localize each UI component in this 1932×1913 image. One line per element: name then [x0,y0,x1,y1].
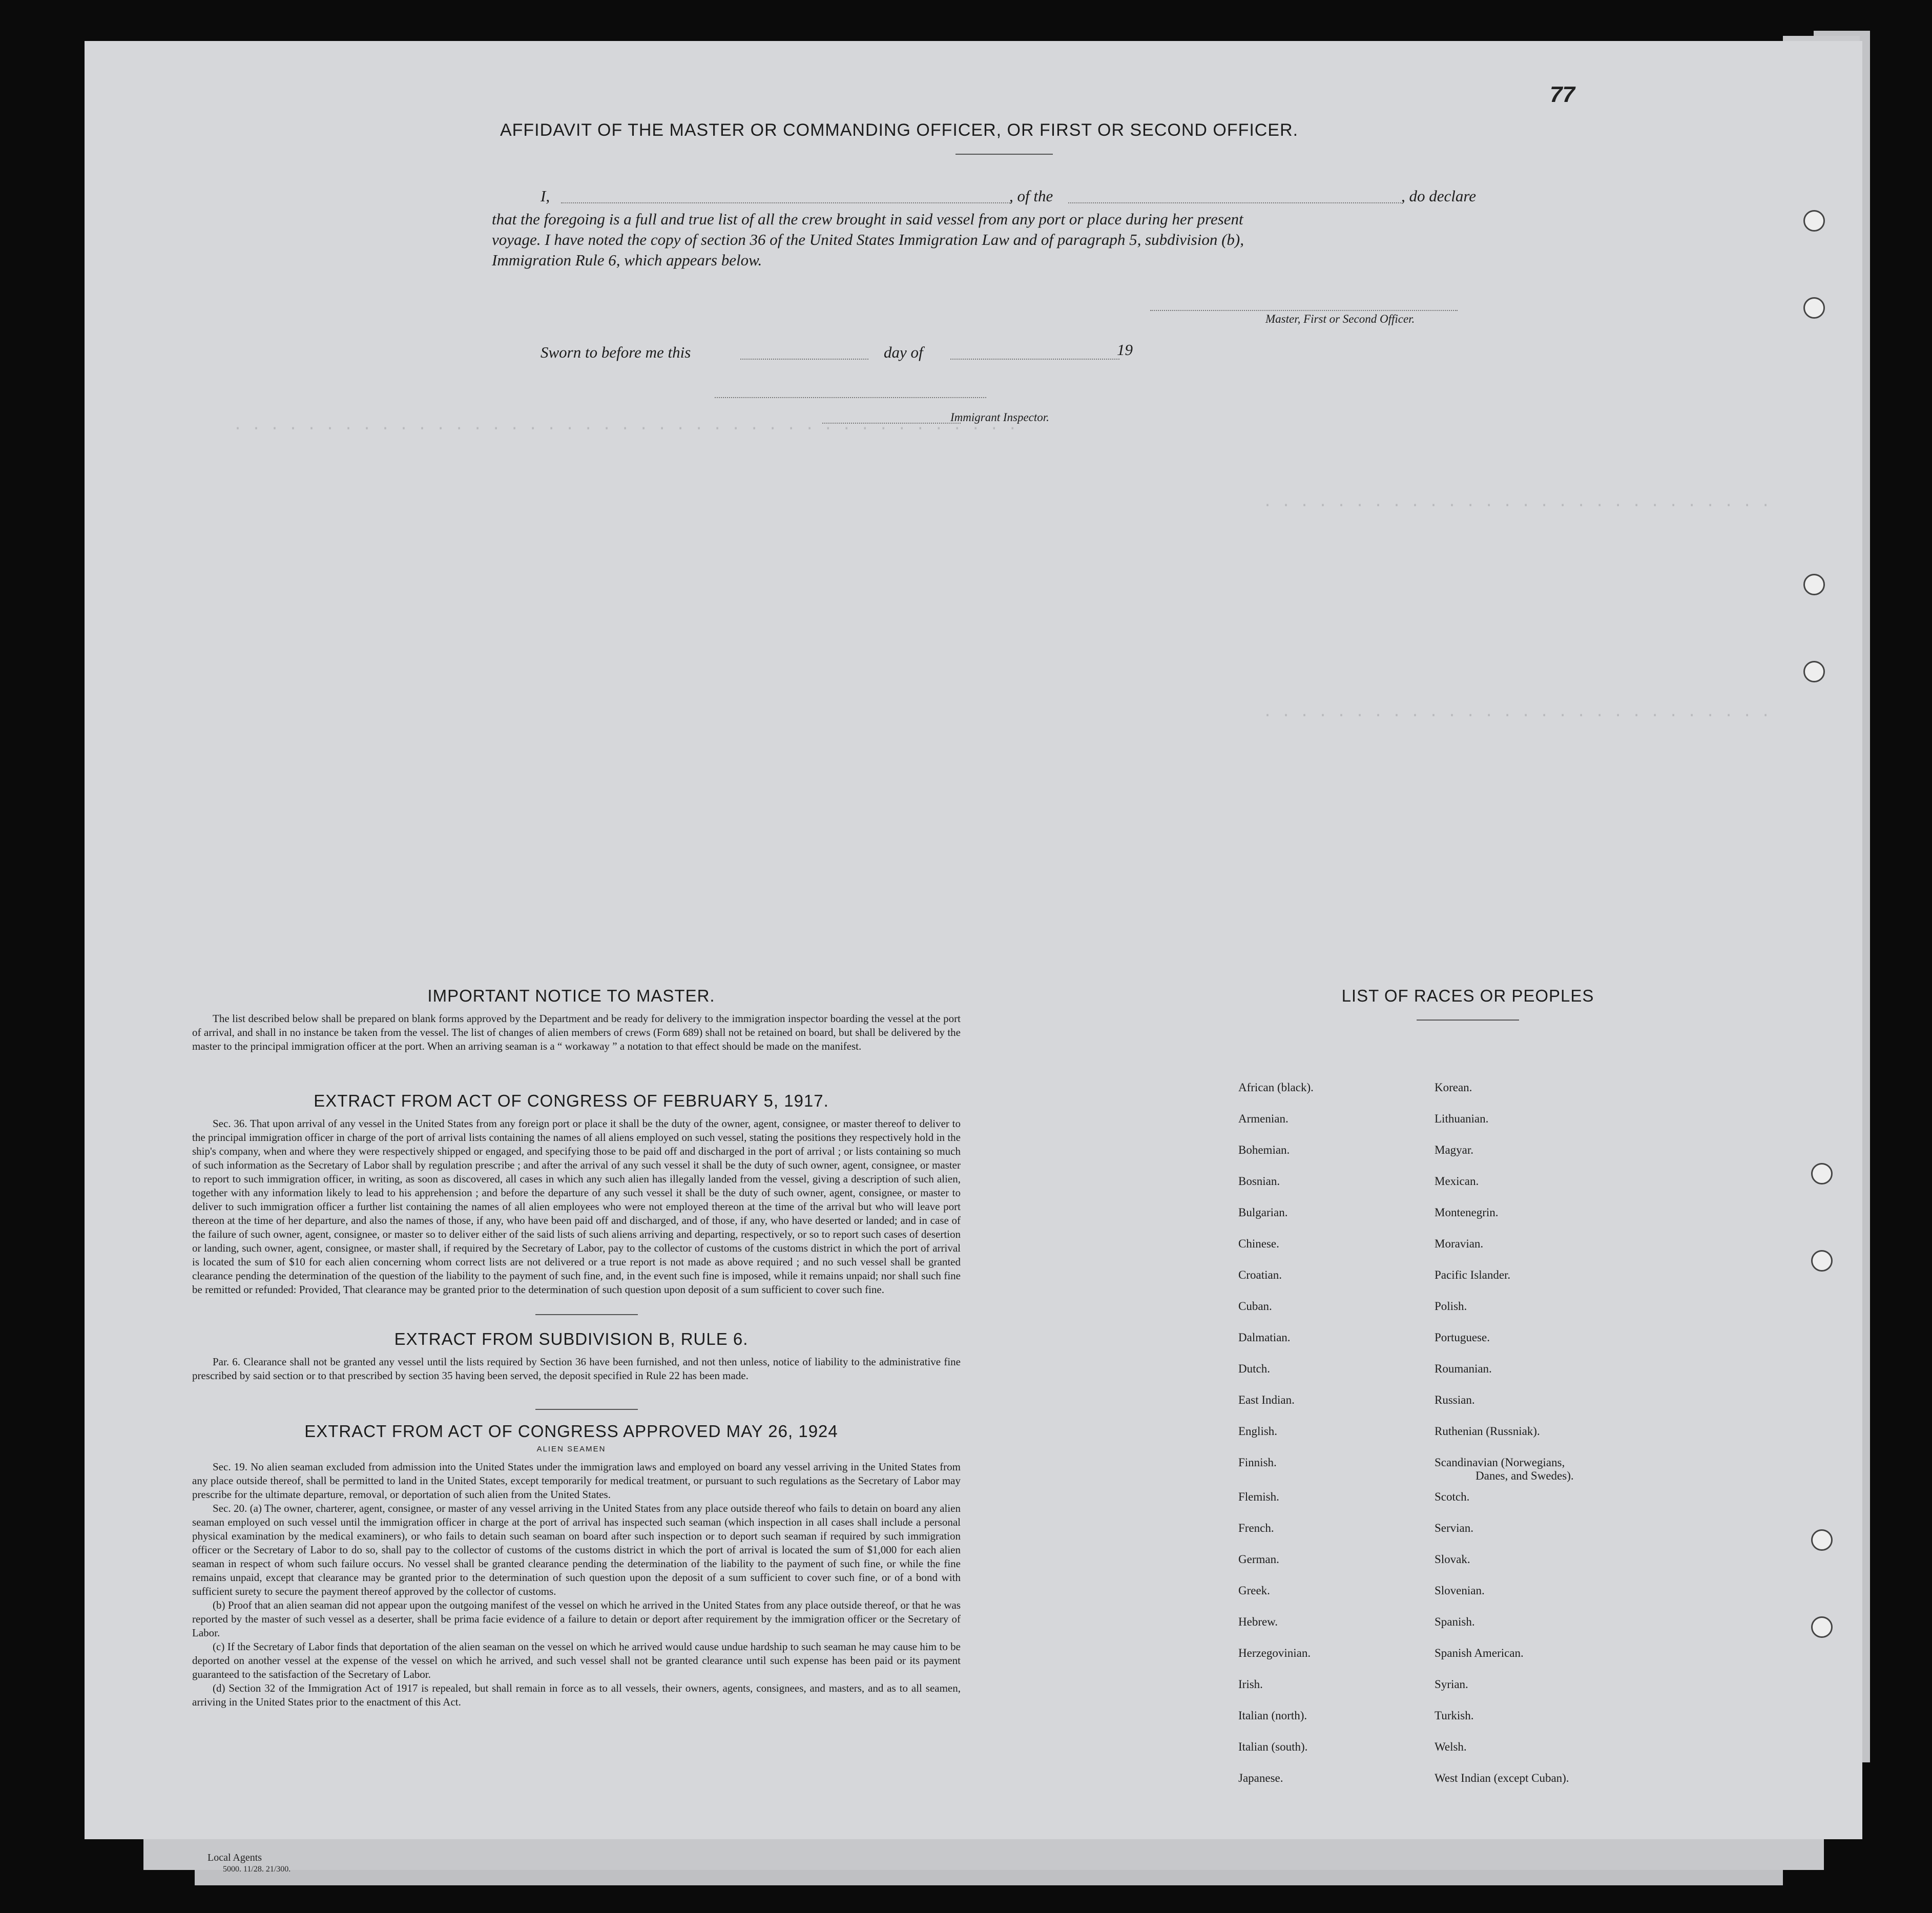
race-item-left: Finnish. [1238,1456,1277,1469]
race-item-right: Welsh. [1435,1740,1467,1753]
document-page [85,41,1862,1839]
race-item-left: Greek. [1238,1584,1270,1597]
race-item-right: Spanish American. [1435,1647,1524,1659]
affidavit-line-3: voyage. I have noted the copy of section 36 of the United States Immigration Law and of paragraph 5, subdivision (b), [492,231,1244,248]
notice-text: The list described below shall be prepared on blank forms approved by the Department and be ready for delivery to the immigration inspector boarding the vessel at the port of arrival, and shall in no instance be taken from the vessel. The list of changes of alien members of crews (Form 689) shall not be retained on board, but shall be delivered by the master to the principal immigration officer at the port. When an arriving seaman is a “ workaway ” a notation to that effect should be made on the manifest. [192,1012,961,1052]
extract-rule-2 [535,1409,638,1410]
extract-rule6-text: Par. 6. Clearance shall not be granted any vessel until the lists required by Section 36 have been furnished, and not then unless, notice of liability to the administrative fine prescribed by said section or to that prescribed by section 35 having been served, the deposit specified in Rule 22 has been made. [192,1356,961,1382]
sworn-month-line [950,359,1119,360]
affidavit-line-4: Immigration Rule 6, which appears below. [492,251,762,269]
binder-hole-5 [1811,1163,1833,1184]
race-item-left: Dalmatian. [1238,1331,1291,1344]
inspector-line-1 [715,397,986,398]
race-item-left: Bosnian. [1238,1175,1280,1188]
bleed-through-1: · · · · · · · · · · · · · · · · · · · · · · · · · · · · · · · · · · · · · · · · · · · [233,420,1017,438]
footer-form-number: 5000. 11/28. 21/300. [223,1865,291,1874]
extract-1924-body [192,1460,961,1709]
binder-hole-1 [1803,210,1825,232]
race-item-left: Croatian. [1238,1269,1282,1281]
race-item-right: West Indian (except Cuban). [1435,1772,1569,1784]
bleed-through-2: · · · · · · · · · · · · · · · · · · · · · · · · · · · · [1263,497,1771,514]
page-number-mark: 77 [1550,82,1575,107]
vessel-blank-line [1068,202,1401,203]
binder-hole-7 [1811,1529,1833,1551]
binder-hole-4 [1803,661,1825,682]
race-item-right: Portuguese. [1435,1331,1490,1344]
sec-20a-text: Sec. 20. (a) The owner, charterer, agent, consignee, or master of any vessel arriving in the United States from any place outside thereof who fails to detain on board any alien seaman employed on such vessel until the immigration officer in charge at the port of arrival has inspected such seaman (which inspection in all cases shall include a personal physical examination by the medical examiners), or who fails to detain such seaman on board after such inspection or to deport such seaman if required by such immigration officer or the Secretary of Labor to do so, shall pay to the collector of customs of the customs district in which the port of arrival is located the sum of $1,000 for each alien seaman in respect of whom such failure occurs. No vessel shall be granted clearance pending the determination of the liability to the payment of such fine, or while the fine remains unpaid, except that clearance may be granted prior to the determination of such question upon the deposit of a sum sufficient to cover such fine, or of a bond with sufficient surety to secure the payment thereof approved by the collector of customs. [192,1502,961,1597]
signature-caption: Master, First or Second Officer. [1265,313,1415,325]
extract-1924-subtitle: ALIEN SEAMEN [536,1445,606,1453]
race-item-right: Magyar. [1435,1143,1474,1156]
extract-rule6-title: EXTRACT FROM SUBDIVISION B, RULE 6. [394,1329,749,1348]
race-item-right: Pacific Islander. [1435,1269,1511,1281]
binder-hole-3 [1803,574,1825,595]
extract-1924-title: EXTRACT FROM ACT OF CONGRESS APPROVED MAY 26, 1924 [304,1422,838,1441]
affidavit-line-2: that the foregoing is a full and true list of all the crew brought in said vessel from any port or place during her present [492,210,1243,228]
title-rule [955,154,1053,155]
race-item-left: Bulgarian. [1238,1206,1288,1219]
binder-hole-2 [1803,297,1825,319]
binder-hole-6 [1811,1250,1833,1272]
notice-title: IMPORTANT NOTICE TO MASTER. [427,986,715,1005]
race-item-left: African (black). [1238,1081,1314,1094]
race-item-left: Dutch. [1238,1362,1270,1375]
sec-20d-text: (d) Section 32 of the Immigration Act of 1917 is repealed, but shall remain in force as to all vessels, their owners, agents, consignees, and masters, and as to all seamen, arriving in the United States prior to the enactment of this Act. [192,1682,961,1708]
race-item-left: Cuban. [1238,1300,1272,1313]
race-item-right: Mexican. [1435,1175,1479,1188]
race-item-left: Armenian. [1238,1112,1289,1125]
race-item-right: Servian. [1435,1522,1474,1534]
race-item-left: Bohemian. [1238,1143,1290,1156]
race-item-right: Roumanian. [1435,1362,1492,1375]
race-item-right: Polish. [1435,1300,1467,1313]
race-item-left: Herzegovinian. [1238,1647,1311,1659]
race-item-left: Italian (north). [1238,1709,1307,1722]
race-item-left: German. [1238,1553,1279,1566]
race-scandinavian-line-2: Danes, and Swedes). [1476,1469,1574,1482]
signature-line [1150,310,1458,311]
race-item-right: Scandinavian (Norwegians, [1435,1456,1565,1469]
day-of-label: day of [884,343,923,361]
sworn-day-line [740,359,868,360]
race-item-right: Montenegrin. [1435,1206,1499,1219]
sec-20b-text: (b) Proof that an alien seaman did not appear upon the outgoing manifest of the vessel on which he arrived in the United States from any place outside thereof, or that he was reported by the master of such vessel as a deserter, shall be prima facie evidence of a failure to detain or deport after requirement by the immigration officer or the Secretary of Labor. [192,1599,961,1639]
race-item-right: Slovak. [1435,1553,1470,1566]
race-item-left: Japanese. [1238,1772,1283,1784]
race-item-right: Syrian. [1435,1678,1468,1691]
race-item-left: Irish. [1238,1678,1263,1691]
affidavit-i-label: I, [541,187,550,205]
affidavit-title: AFFIDAVIT OF THE MASTER OR COMMANDING OFFICER, OR FIRST OR SECOND OFFICER. [500,120,1299,140]
race-item-left: French. [1238,1522,1274,1534]
bleed-through-3: · · · · · · · · · · · · · · · · · · · · · · · · · · · · [1263,707,1771,724]
race-item-left: East Indian. [1238,1394,1295,1406]
extract-rule-1 [535,1314,638,1315]
race-item-left: Italian (south). [1238,1740,1308,1753]
year-label: 19 [1117,341,1133,359]
race-item-left: Flemish. [1238,1490,1279,1503]
sec-19-text: Sec. 19. No alien seaman excluded from admission into the United States under the immigration laws and employed on board any vessel arriving in the United States from any place outside thereof, shall be permitted to land in the United States, except temporarily for medical treatment, or pursuant to such regulations as the Secretary of Labor may prescribe for the ultimate departure, removal, or deportation of such alien from the United States. [192,1461,961,1501]
inspector-caption: Immigrant Inspector. [950,411,1049,424]
race-item-right: Moravian. [1435,1237,1484,1250]
race-item-left: English. [1238,1425,1278,1438]
race-item-right: Korean. [1435,1081,1472,1094]
race-item-right: Slovenian. [1435,1584,1485,1597]
race-item-right: Russian. [1435,1394,1475,1406]
races-title: LIST OF RACES OR PEOPLES [1341,986,1594,1005]
extract-1917-text: Sec. 36. That upon arrival of any vessel in the United States from any foreign port or place it shall be the duty of the owner, agent, consignee, or master thereof to deliver to the principal immigration officer in charge of the port of arrival lists containing the names of all aliens employed on such vessel, stating the positions they respectively hold in the ship's company, when and where they were respectively shipped or engaged, and specifying those to be paid off and discharged in the port of arrival ; or lists containing so much of such information as the Secretary of Labor shall by regulation prescribe ; and after the arrival of any such vessel it shall be the duty of such owner, agent, consignee, or master to report to such immigration officer, in writing, as soon as discovered, all cases in which any such alien has illegally landed from the vessel, giving a description of such alien, together with any information likely to lead to his apprehension ; and before the departure of any such vessel it shall be the duty of such owner, agent, consignee, or master to deliver to such immigration officer a further list containing the names of all alien employees who were not employed thereon at the time of the arrival but who will leave port thereon at the time of her departure, and also the names of those, if any, who have been paid off and discharged, and of those, if any, who have deserted or landed; and in case of the failure of such owner, agent, consignee, or master so to deliver either of the said lists of such aliens arriving and departing, respectively, or so to report such cases of desertion or landing, such owner, agent, consignee, or master shall, if required by the Secretary of Labor, pay to the collector of customs of the customs district in which the port of arrival is located the sum of $10 for each alien concerning whom correct lists are not delivered or a true report is not made as above required ; and no such vessel shall be granted clearance pending the determination of the question of the liability to the payment of such fine, and, in the event such fine is imposed, while it remains unpaid; nor shall such fine be remitted or refunded: Provided, That clearance may be granted prior to the determination of such question upon deposit of a sum sufficient to cover such fine. [192,1117,961,1296]
race-item-right: Turkish. [1435,1709,1474,1722]
binder-hole-8 [1811,1616,1833,1638]
affidavit-of-the-label: , of the [1009,187,1053,205]
affidavit-do-declare-label: , do declare [1401,187,1477,205]
sec-20c-text: (c) If the Secretary of Labor finds that deportation of the alien seaman on the vessel on which he arrived would cause undue hardship to such seaman he may cause him to be deported on another vessel at the expense of the vessel on which he arrived, and such vessel shall not be granted clearance until such expense has been paid or its payment guaranteed to the satisfaction of the Secretary of Labor. [192,1640,961,1680]
footer-agents: Local Agents [207,1852,262,1863]
race-item-right: Ruthenian (Russniak). [1435,1425,1540,1438]
race-item-right: Scotch. [1435,1490,1470,1503]
race-item-left: Hebrew. [1238,1615,1278,1628]
sworn-label: Sworn to before me this [541,343,691,361]
inspector-line-2 [822,423,961,424]
name-blank-line [561,202,1012,203]
race-item-right: Lithuanian. [1435,1112,1489,1125]
race-item-left: Chinese. [1238,1237,1279,1250]
race-item-right: Spanish. [1435,1615,1475,1628]
extract-1917-title: EXTRACT FROM ACT OF CONGRESS OF FEBRUARY 5, 1917. [314,1091,829,1110]
races-rule [1417,1020,1519,1021]
